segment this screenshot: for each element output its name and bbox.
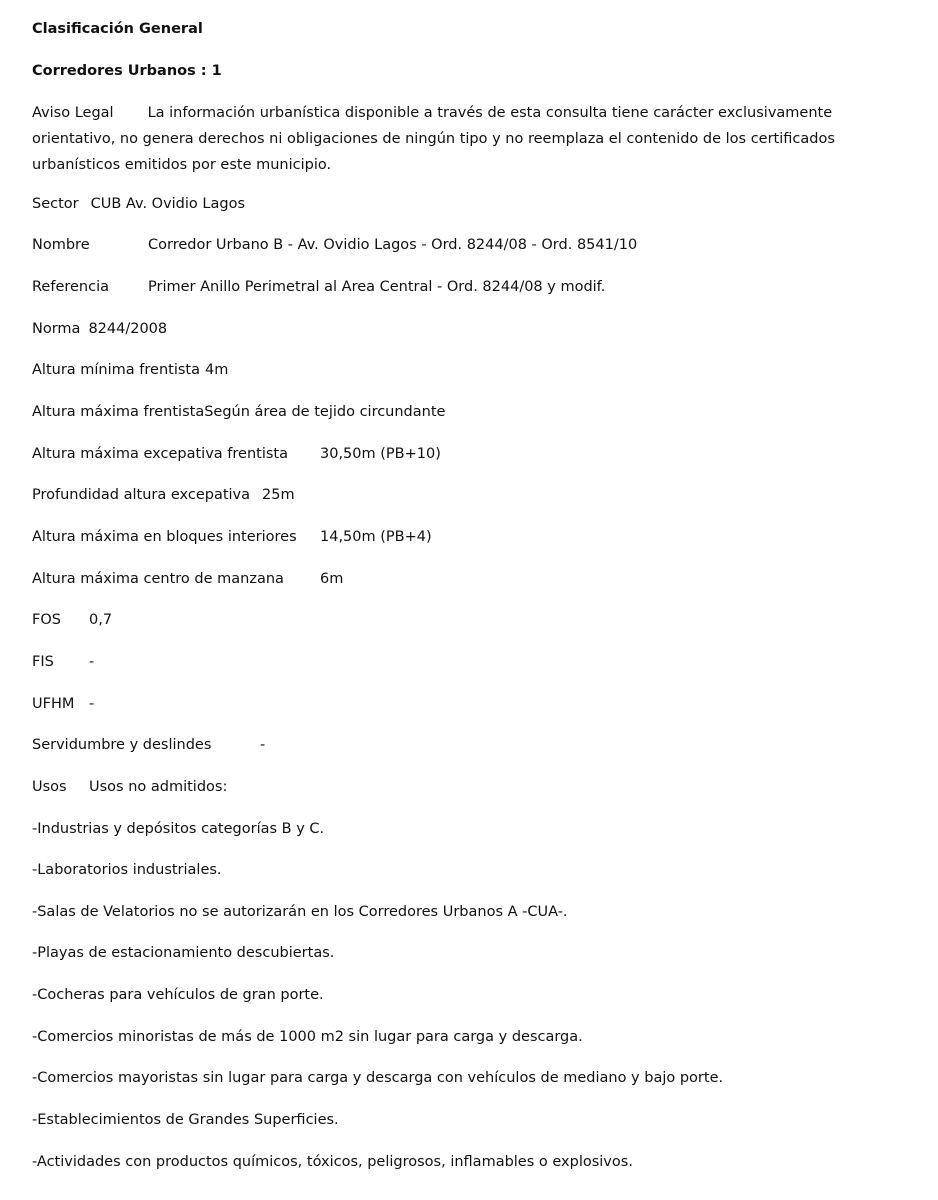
field-label: Sector [32,196,79,212]
field-label: Norma [32,321,81,337]
field-value: - [260,737,266,753]
field-value: 8244/2008 [88,321,168,337]
list-item: -Actividades con productos químicos, tóxicos, peligrosos, inflamables o explosivos. [32,1154,633,1170]
list-item: -Comercios minoristas de más de 1000 m2 sin lugar para carga y descarga. [32,1029,583,1045]
page-title: Clasificación General [32,21,203,37]
field-label: Altura máxima excepativa frentista [32,446,288,462]
list-item: -Salas de Velatorios no se autorizarán en los Corredores Urbanos A -CUA-. [32,904,568,920]
legal-notice-text: La información urbanística disponible a través de esta consulta tiene carácter exclusivamente orientativo, no genera derechos ni obligaciones de ningún tipo y no reemplaza el contenido de los certificados urbanísticos emitidos por este municipio. [32,105,835,173]
field-value: Primer Anillo Perimetral al Area Central - Ord. 8244/08 y modif. [148,279,606,295]
field-label: Profundidad altura excepativa [32,487,251,503]
list-item: -Comercios mayoristas sin lugar para carga y descarga con vehículos de mediano y bajo porte. [32,1070,724,1086]
field-nombre [32,235,637,255]
field-ufhm [32,694,94,714]
field-label: Altura mínima frentista [32,362,200,378]
field-altura-minima [32,360,228,380]
legal-notice-label: Aviso Legal [32,105,114,121]
field-value: Según área de tejido circundante [204,404,446,420]
list-item: -Establecimientos de Grandes Superficies. [32,1112,339,1128]
field-value: 30,50m (PB+10) [320,446,441,462]
field-label: Altura máxima frentista [32,404,205,420]
field-altura-centro [32,569,343,589]
field-label: Altura máxima centro de manzana [32,571,284,587]
field-value: 6m [320,571,344,587]
field-value: - [89,654,95,670]
field-value: 25m [262,487,295,503]
field-value: 4m [204,362,229,378]
list-item: -Playas de estacionamiento descubiertas. [32,945,335,961]
field-value: 0,7 [89,612,113,628]
field-fos [32,610,112,630]
field-label: Usos [32,779,67,795]
field-servidumbre [32,735,265,755]
field-altura-maxima [32,402,445,422]
field-value: CUB Av. Ovidio Lagos [90,196,245,212]
field-sector [32,194,245,214]
field-profundidad [32,485,295,505]
list-item: -Cocheras para vehículos de gran porte. [32,987,324,1003]
field-value: Usos no admitidos: [89,779,228,795]
field-label: Altura máxima en bloques interiores [32,529,297,545]
field-usos [32,777,227,797]
field-label: Nombre [32,237,90,253]
field-altura-excepativa [32,444,441,464]
legal-notice [32,100,862,178]
field-label: Servidumbre y deslindes [32,737,212,753]
field-label: FOS [32,612,61,628]
field-fis [32,652,94,672]
field-norma [32,319,167,339]
field-label: Referencia [32,279,110,295]
page-subtitle: Corredores Urbanos : 1 [32,63,222,79]
list-item: -Laboratorios industriales. [32,862,222,878]
field-referencia [32,277,605,297]
field-value: - [89,696,95,712]
field-value: 14,50m (PB+4) [320,529,432,545]
field-value: Corredor Urbano B - Av. Ovidio Lagos - Ord. 8244/08 - Ord. 8541/10 [148,237,638,253]
field-altura-bloques [32,527,432,547]
list-item: -Industrias y depósitos categorías B y C. [32,821,325,837]
field-label: FIS [32,654,54,670]
field-label: UFHM [32,696,75,712]
